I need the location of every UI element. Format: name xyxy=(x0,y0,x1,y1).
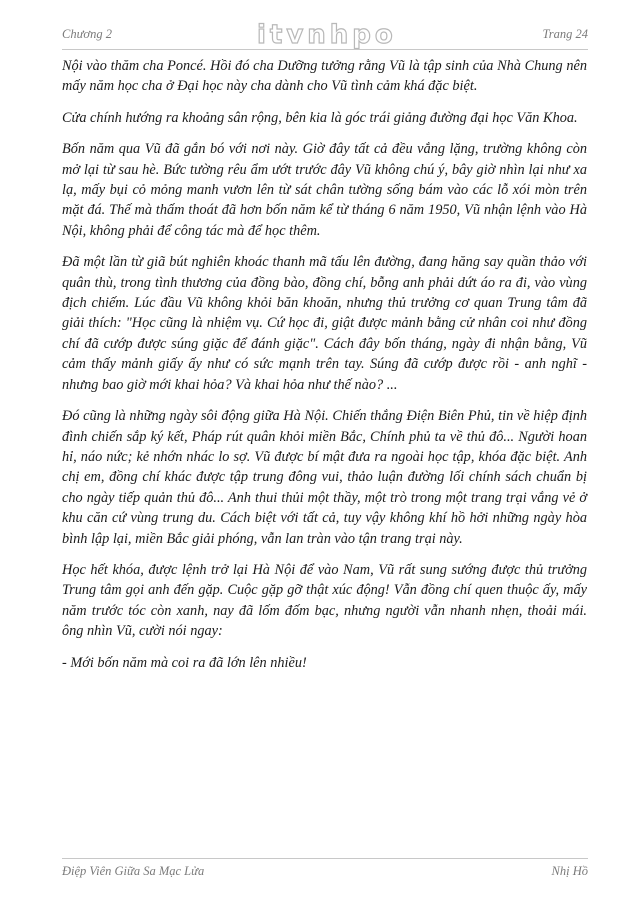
footer-divider xyxy=(62,858,588,859)
site-watermark-logo: itvnhpo xyxy=(257,20,397,50)
paragraph: Đó cũng là những ngày sôi động giữa Hà Nội. Chiến thắng Điện Biên Phủ, tin về hiệp định đình chiến sắp ký kết, Pháp rút quân khỏi miền Bắc, Chính phủ ta về thủ đô... Người hoan hỉ, náo nức; kẻ nhớn nhác lo sợ. Vũ được bí mật đưa ra ngoài học tập, khóa đặc biệt. Anh chị em, đồng chí khác được tập trung đông vui, thảo luận đường lối chính sách chuẩn bị cho ngày tiếp quản thủ đô... Anh thui thủi một thầy, một trò trong một trang trại vắng vẻ ở khu căn cứ vùng trung du. Cách biệt với tất cả, tuy vậy không khí hồ hởi những ngày hòa bình lập lại, miền Bắc giải phóng, vẫn lan tràn vào tận trang trại này. xyxy=(62,408,587,547)
paragraph: - Mới bốn năm mà coi ra đã lớn lên nhiều! xyxy=(62,654,307,671)
body-text xyxy=(62,56,587,684)
book-title: Điệp Viên Giữa Sa Mạc Lửa xyxy=(62,864,205,878)
paragraph: Đã một lần từ giã bút nghiên khoác thanh mã tấu lên đường, đang hăng say quần thảo với quân thù, trong tình thương của đồng bào, đồng chí, bỗng anh phải dứt áo ra đi, vào vùng địch chiếm. Lúc đầu Vũ không khỏi băn khoăn, nhưng thủ trưởng cơ quan Trung tâm đã giải thích: "Học cũng là nhiệm vụ. Cứ học đi, giật được mảnh bằng cử nhân coi như đồng chí đã cướp được súng giặc để đánh giặc". Cách đây bốn tháng, ngày đi nhận bằng, Vũ cảm thấy mảnh giấy ấy như có sức mạnh trên tay. Súng đã cướp được rồi - anh nghĩ - nhưng bao giờ mới khai hỏa? Và khai hỏa như thế nào? ... xyxy=(62,254,587,393)
author-name: Nhị Hồ xyxy=(551,864,588,878)
page-number: Trang 24 xyxy=(542,27,588,41)
chapter-label: Chương 2 xyxy=(62,27,112,41)
paragraph: Học hết khóa, được lệnh trở lại Hà Nội để vào Nam, Vũ rất sung sướng được thủ trưởng Trung tâm gọi anh đến gặp. Cuộc gặp gỡ thật xúc động! Vẫn đồng chí quen thuộc ấy, mấy năm trước tóc còn xanh, nay đã lốm đốm bạc, nhưng người vẫn nhanh nhẹn, thoải mái. ông nhìn Vũ, cười nói ngay: xyxy=(62,561,587,640)
page-header xyxy=(62,22,588,48)
paragraph: Bốn năm qua Vũ đã gắn bó với nơi này. Giờ đây tất cả đều vắng lặng, trường không còn mở lại từ sau hè. Bức tường rêu ẩm ướt trước đây Vũ không chú ý, bây giờ nhìn lại như xa lạ, mấy bụi cỏ mỏng manh vươn lên từ sát chân tường sống bám vào các lỗ xói mòn trên mặt đá. Thế mà thấm thoát đã hơn bốn năm kể từ tháng 6 năm 1950, Vũ nhận lệnh vào Hà Nội, không phải để công tác mà để học thêm. xyxy=(62,141,587,239)
paragraph: Nội vào thăm cha Poncé. Hồi đó cha Dưỡng tưởng rằng Vũ là tập sinh của Nhà Chung nên mấy năm học cha ở Đại học này cha dành cho Vũ tình cảm khá đặc biệt. xyxy=(62,58,587,95)
header-divider xyxy=(62,49,588,50)
paragraph: Cửa chính hướng ra khoảng sân rộng, bên kia là góc trái giảng đường đại học Văn Khoa. xyxy=(62,109,578,126)
page-footer xyxy=(62,864,588,882)
